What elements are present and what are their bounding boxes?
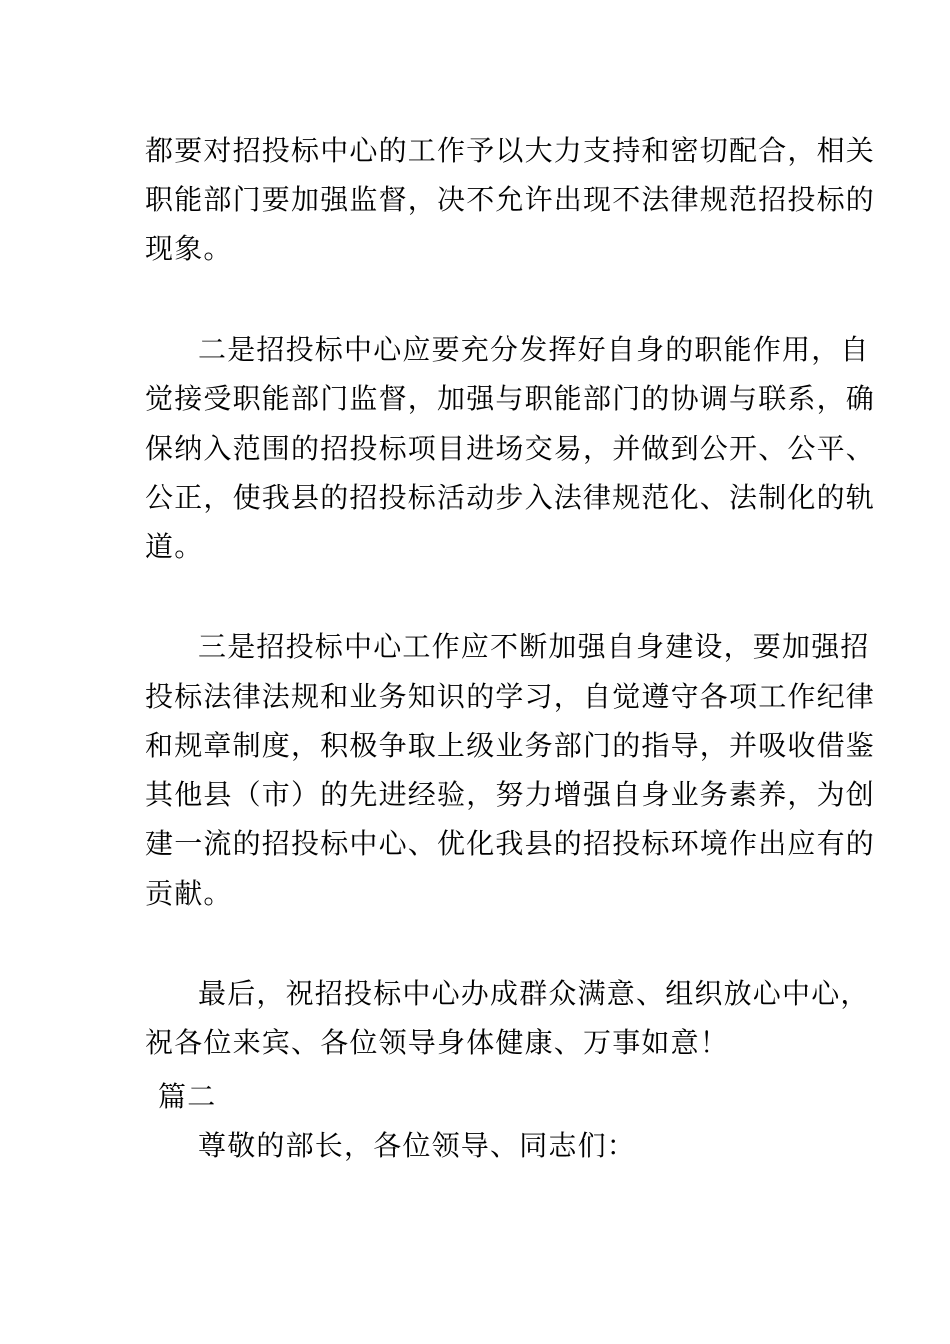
salutation: 尊敬的部长，各位领导、同志们： — [198, 1129, 637, 1162]
paragraph-2-line-2: 觉接受职能部门监督，加强与职能部门的协调与联系，确 — [145, 382, 876, 415]
paragraph-3-line-1: 三是招投标中心工作应不断加强自身建设，要加强招 — [198, 630, 870, 663]
paragraph-1-line-1: 都要对招投标中心的工作予以大力支持和密切配合，相关 — [145, 134, 876, 167]
paragraph-3-line-6: 贡献。 — [145, 877, 233, 910]
section-heading: 篇二 — [158, 1080, 217, 1113]
paragraph-1-line-2: 职能部门要加强监督，决不允许出现不法律规范招投标的 — [145, 183, 876, 216]
paragraph-3-line-3: 和规章制度，积极争取上级业务部门的指导，并吸收借鉴 — [145, 729, 876, 762]
paragraph-1-line-3: 现象。 — [145, 232, 233, 265]
paragraph-2-line-4: 公正，使我县的招投标活动步入法律规范化、法制化的轨 — [145, 481, 876, 514]
paragraph-3-line-2: 投标法律法规和业务知识的学习，自觉遵守各项工作纪律 — [145, 680, 876, 713]
paragraph-3-line-4: 其他县（市）的先进经验，努力增强自身业务素养，为创 — [145, 778, 876, 811]
paragraph-2-line-3: 保纳入范围的招投标项目进场交易，并做到公开、公平、 — [145, 432, 876, 465]
paragraph-3-line-5: 建一流的招投标中心、优化我县的招投标环境作出应有的 — [145, 827, 876, 860]
paragraph-4-line-1: 最后，祝招投标中心办成群众满意、组织放心中心， — [198, 977, 870, 1010]
paragraph-2-line-1: 二是招投标中心应要充分发挥好自身的职能作用，自 — [198, 333, 870, 366]
paragraph-4-line-2: 祝各位来宾、各位领导身体健康、万事如意！ — [145, 1026, 730, 1059]
paragraph-2-line-5: 道。 — [145, 530, 204, 563]
